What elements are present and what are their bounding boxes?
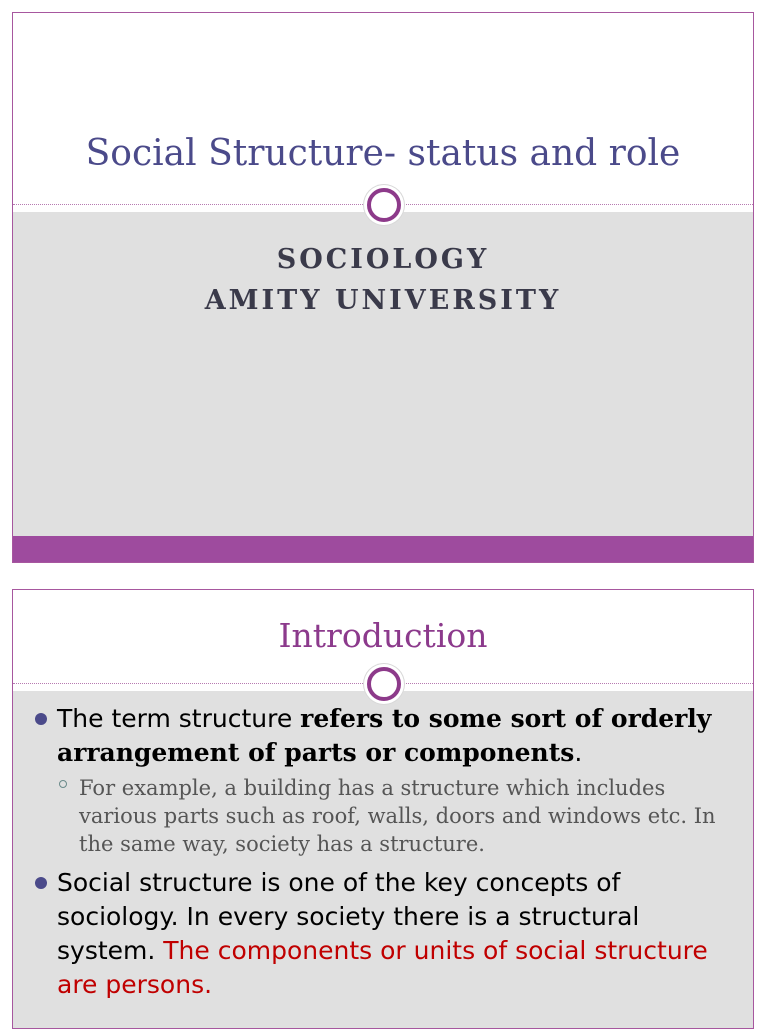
bullet-highlight-text: The components or units of social structure are persons. (57, 936, 708, 999)
bullet-item-structure-definition (57, 702, 735, 770)
bullet-text: The term structure (57, 704, 301, 733)
subbullet-item-example (79, 774, 735, 858)
bullet-end-punct: . (574, 738, 583, 767)
content-slide (12, 589, 754, 1029)
bullet-item-social-structure (57, 866, 735, 1002)
footer-bar (13, 536, 753, 562)
subtitle-university: AMITY UNIVERSITY (204, 285, 562, 316)
title-slide (12, 12, 754, 563)
bullet-icon (35, 877, 47, 889)
bullet-text: Social structure is one of the key concepts of sociology. In every society there is a structural system. (57, 868, 640, 965)
divider-ring-icon (367, 667, 401, 701)
bullet-bold-text: refers to some sort of orderly arrangement of parts or components (57, 704, 712, 767)
hollow-bullet-icon (59, 780, 67, 788)
bullet-icon (35, 713, 47, 725)
divider-ring-icon (367, 188, 401, 222)
subbullet-text: For example, a building has a structure which includes various parts such as roof, walls, doors and windows etc. In the same way, society has a structure. (79, 776, 716, 856)
slide-title: Introduction (278, 616, 488, 655)
subtitle-sociology: SOCIOLOGY (276, 244, 490, 275)
slide-title: Social Structure- status and role (85, 133, 681, 174)
subtitle-area (13, 212, 753, 538)
title-area (13, 13, 753, 205)
